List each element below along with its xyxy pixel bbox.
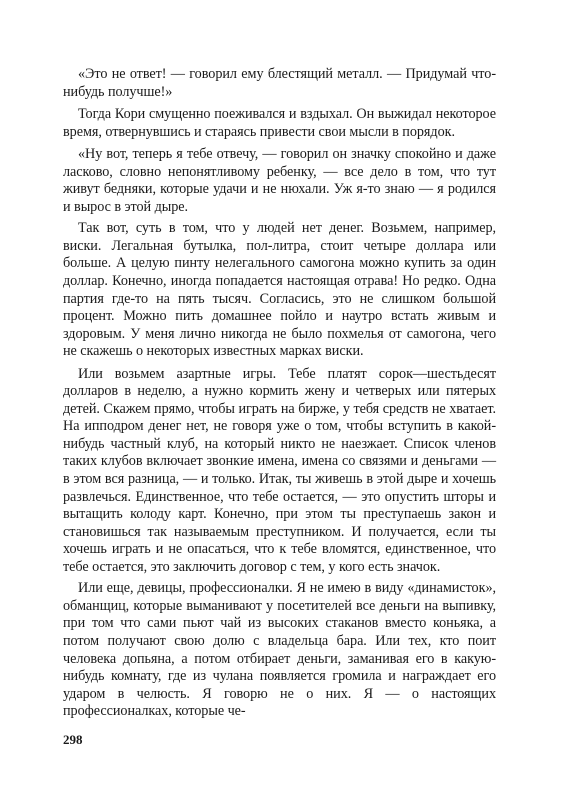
book-page-text	[63, 66, 496, 722]
page-number: 298	[63, 732, 83, 747]
paragraph: Или возьмем азартные игры. Тебе платят сорок—шестьдесят долларов в неделю, а нужно кормить жену и четверых или пятерых детей. Скажем прямо, чтобы играть на бирже, у тебя средств не хватает. На ипподром денег нет, не говоря уже о том, чтобы вступить в какой-нибудь частный клуб, на который никто не наезжает. Список членов таких клубов включает звонкие имена, имена со связями и деньгами — в этом вся разница, — и только. Итак, ты живешь в этой дыре и хочешь развлечься. Единственное, что тебе остается, — это опустить шторы и вытащить колоду карт. Конечно, при этом ты преступаешь закон и становишься так называемым преступником. И получается, если ты хочешь играть и не опасаться, что к тебе вломятся, единственное, что тебе остается, это заключить договор с тем, у кого есть значок.	[63, 365, 496, 575]
paragraph: Так вот, суть в том, что у людей нет денег. Возьмем, например, виски. Легальная бутылка, пол-литра, стоит четыре доллара или больше. А целую пинту нелегального самогона можно купить за один доллар. Конечно, иногда попадается настоящая отрава! Но редко. Одна партия где-то на пять тысяч. Согласись, это не слишком большой процент. Можно пить домашнее пойло и наутро встать живым и здоровым. У меня лично никогда не было похмелья от самогона, чего не скажешь о некоторых известных марках виски.	[63, 220, 496, 360]
paragraph: «Ну вот, теперь я тебе отвечу, — говорил он значку спокойно и даже ласково, словно непонятливому ребенку, — все дело в том, что тут живут бедняки, которые удачи и не нюхали. Уж я-то знаю — я родился и вырос в этой дыре.	[63, 146, 496, 215]
paragraph: «Это не ответ! — говорил ему блестящий металл. — Придумай что-нибудь получше!»	[63, 66, 496, 100]
paragraph: Тогда Кори смущенно поеживался и вздыхал. Он выжидал некоторое время, отвернувшись и стараясь привести свои мысли в порядок.	[63, 106, 496, 140]
paragraph: Или еще, девицы, профессионалки. Я не имею в виду «динамисток», обманщиц, которые выманивают у посетителей все деньги на выпивку, при том что сами пьют чай из высоких стаканов вместо коньяка, а потом получают свою долю с владельца бара. Или тех, кто поит человека допьяна, а потом отбирает деньги, заманивая его в какую-нибудь комнату, где из чулана появляется громила и награждает его ударом в челюсть. Я говорю не о них. Я — о настоящих профессионалках, которые че-	[63, 580, 496, 720]
